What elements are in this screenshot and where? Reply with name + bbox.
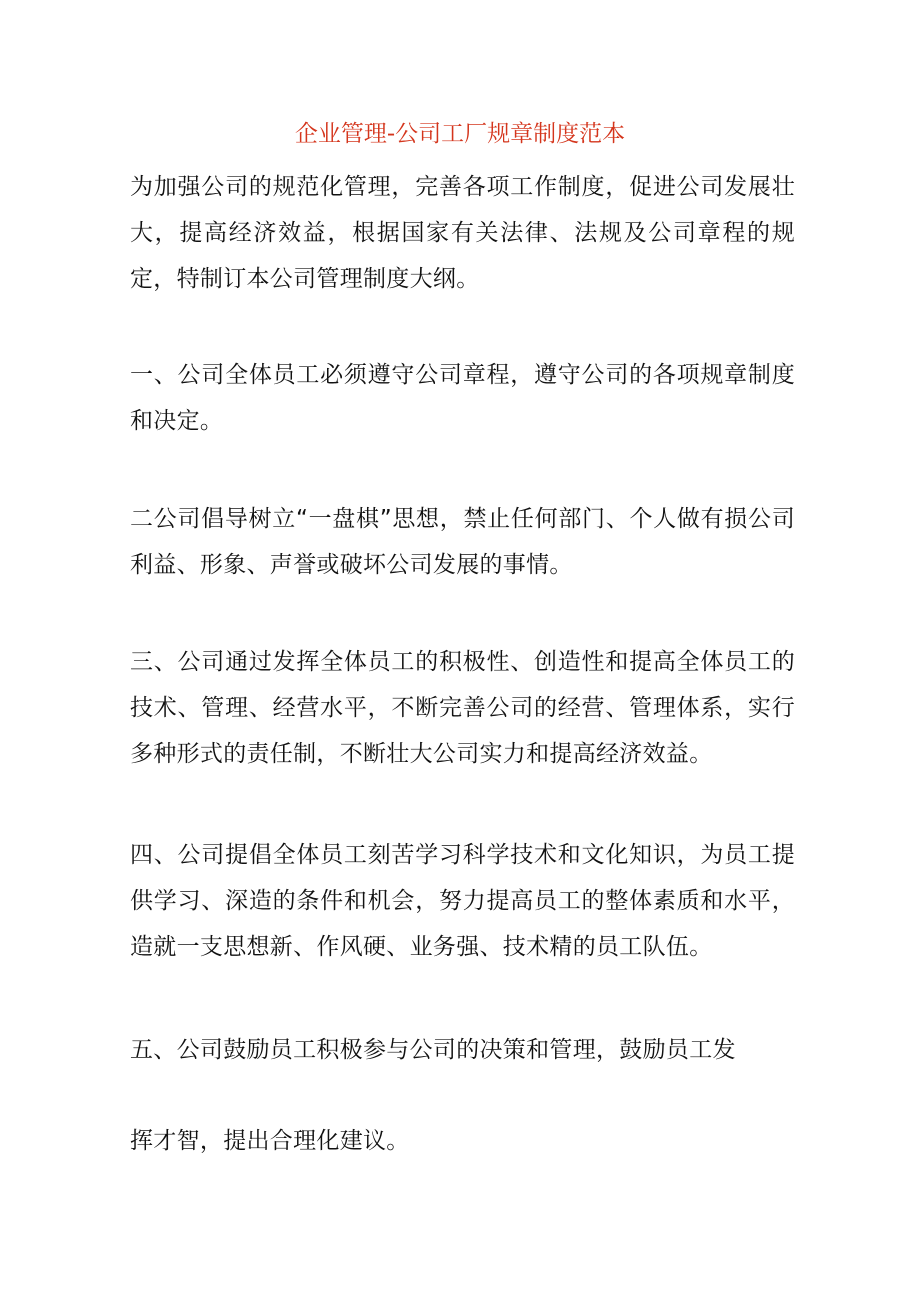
document-title: 企业管理-公司工厂规章制度范本 [294, 121, 626, 147]
clause-5-continuation: 挥才智，提出合理化建议。 [130, 1128, 410, 1154]
clause-2-paragraph: 二公司倡导树立“一盘棋”思想，禁止任何部门、个人做有损公司利益、形象、声誉或破坏公司发展的事情。 [130, 506, 795, 578]
clause-1-paragraph: 一、公司全体员工必须遵守公司章程，遵守公司的各项规章制度和决定。 [130, 362, 795, 434]
clause-4-paragraph: 四、公司提倡全体员工刻苦学习科学技术和文化知识，为员工提供学习、深造的条件和机会，努力提高员工的整体素质和水平，造就一支思想新、作风硬、业务强、技术精的员工队伍。 [130, 842, 795, 960]
intro-paragraph: 为加强公司的规范化管理，完善各项工作制度，促进公司发展壮大，提高经济效益，根据国家有关法律、法规及公司章程的规定，特制订本公司管理制度大纲。 [130, 174, 795, 292]
clause-5-paragraph: 五、公司鼓励员工积极参与公司的决策和管理，鼓励员工发 [130, 1037, 736, 1063]
clause-3-paragraph: 三、公司通过发挥全体员工的积极性、创造性和提高全体员工的技术、管理、经营水平，不断完善公司的经营、管理体系，实行多种形式的责任制，不断壮大公司实力和提高经济效益。 [130, 649, 795, 767]
